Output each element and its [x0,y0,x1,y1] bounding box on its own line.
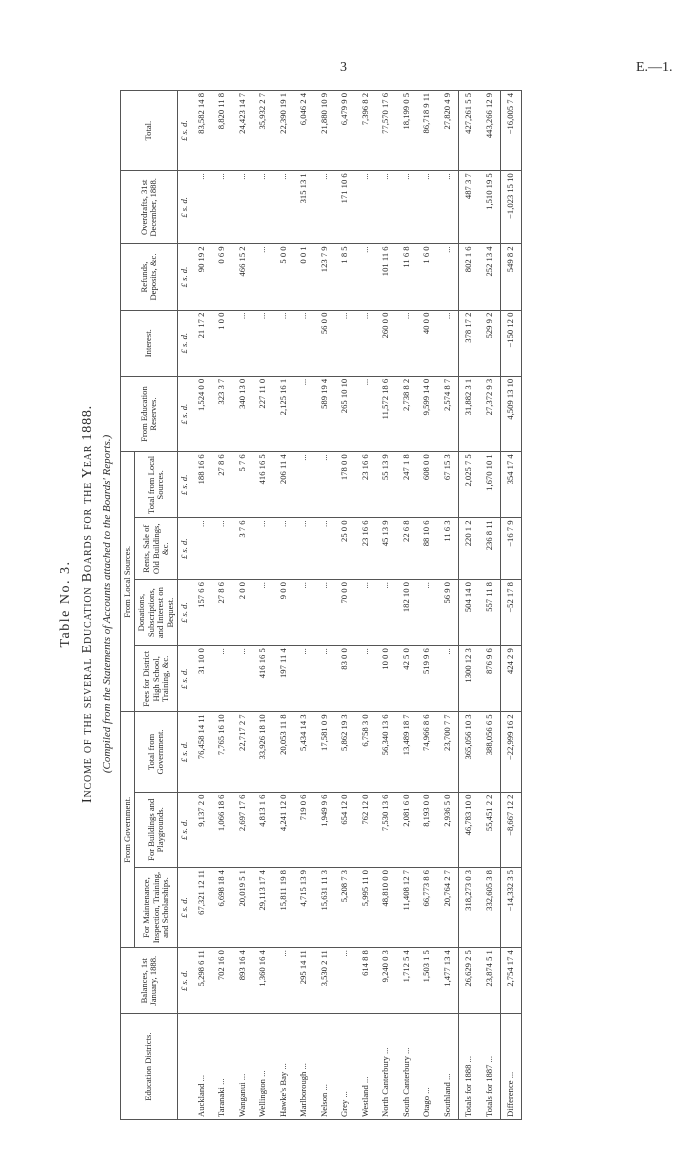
value-cell: 427,261 5 5 [458,91,479,171]
value-cell: 5,298 6 11 [191,948,212,1014]
table-row [314,91,335,1120]
value-cell: 762 12 0 [355,792,376,867]
value-cell: −14,332 3 5 [500,868,522,948]
value-cell: 1 0 0 [212,310,233,376]
income-table [120,90,522,1120]
value-cell: 20,053 11 8 [273,712,294,792]
table-row [335,91,356,1120]
units-cell [178,1014,192,1120]
value-cell: 206 11 4 [273,452,294,518]
header-fees: Fees for District High School, Training, &c. [135,646,178,712]
value-cell: ... [253,580,274,646]
totals-row [500,91,522,1120]
value-cell: −8,667 12 2 [500,792,522,867]
value-cell: 608 0 0 [417,452,438,518]
header-reserves: From Education Reserves. [121,376,178,451]
value-cell: 323 3 7 [212,376,233,451]
value-cell: ... [273,948,294,1014]
value-cell: ... [253,310,274,376]
value-cell: 1,670 10 1 [479,452,500,518]
district-name: Totals for 1888 ... [458,1014,479,1120]
table-row [191,91,212,1120]
value-cell: 25 0 0 [335,518,356,580]
header-buildings: For Buildings and Playgrounds. [135,792,178,867]
value-cell: 22,717 2 7 [232,712,253,792]
value-cell: 1,477 13 4 [437,948,458,1014]
value-cell: 227 11 0 [253,376,274,451]
value-cell: ... [376,580,397,646]
value-cell: 876 9 6 [479,646,500,712]
value-cell: 23,700 7 7 [437,712,458,792]
value-cell: ... [294,376,315,451]
value-cell: 719 0 6 [294,792,315,867]
value-cell: ... [294,310,315,376]
value-cell: 5,434 14 3 [294,712,315,792]
units-cell: £ s. d. [178,452,192,518]
value-cell: ... [314,518,335,580]
district-name: Difference ... [500,1014,522,1120]
value-cell: 29,113 17 4 [253,868,274,948]
value-cell: 7,396 8 2 [355,91,376,171]
value-cell: 5,208 7 3 [335,868,356,948]
header-total-local: Total from Local Sources. [135,452,178,518]
value-cell: 2 0 0 [232,580,253,646]
value-cell: 2,754 17 4 [500,948,522,1014]
value-cell: 654 12 0 [335,792,356,867]
value-cell: 0 0 1 [294,244,315,310]
value-cell: 1 6 0 [417,244,438,310]
value-cell: 424 2 9 [500,646,522,712]
document-reference: E.—1. [636,60,673,75]
value-cell: ... [355,646,376,712]
table-row [437,91,458,1120]
value-cell: 378 17 2 [458,310,479,376]
units-cell: £ s. d. [178,244,192,310]
value-cell: 1300 12 3 [458,646,479,712]
value-cell: ... [253,244,274,310]
value-cell: 1,360 16 4 [253,948,274,1014]
value-cell: 318,273 0 3 [458,868,479,948]
value-cell: 123 7 9 [314,244,335,310]
value-cell: 365,056 10 3 [458,712,479,792]
value-cell: ... [314,646,335,712]
value-cell: −16 7 9 [500,518,522,580]
value-cell: 2,697 17 6 [232,792,253,867]
value-cell: ... [191,518,212,580]
value-cell: 6,046 2 4 [294,91,315,171]
value-cell: 295 14 11 [294,948,315,1014]
value-cell: 101 11 6 [376,244,397,310]
value-cell: 67 15 3 [437,452,458,518]
value-cell: 236 8 11 [479,518,500,580]
value-cell: ... [294,518,315,580]
value-cell: ... [396,171,417,244]
value-cell: ... [273,171,294,244]
value-cell: 17,581 0 9 [314,712,335,792]
value-cell: ... [355,376,376,451]
table-row [294,91,315,1120]
value-cell: 11 6 3 [437,518,458,580]
value-cell: 6,698 18 4 [212,868,233,948]
value-cell: ... [294,646,315,712]
value-cell: ... [273,518,294,580]
value-cell: ... [355,580,376,646]
value-cell: 83 0 0 [335,646,356,712]
value-cell: ... [294,580,315,646]
header-district: Education Districts. [121,1014,178,1120]
value-cell: ... [437,310,458,376]
value-cell: 83,582 14 8 [191,91,212,171]
value-cell: ... [212,171,233,244]
value-cell: 24,423 14 7 [232,91,253,171]
value-cell: 31,882 3 1 [458,376,479,451]
value-cell: 74,966 8 6 [417,712,438,792]
value-cell: ... [417,580,438,646]
value-cell: 3 7 6 [232,518,253,580]
value-cell: 21 17 2 [191,310,212,376]
value-cell: 5,995 11 0 [355,868,376,948]
value-cell: 66,773 8 6 [417,868,438,948]
header-total-government: Total from Government. [135,712,178,792]
value-cell: 18,199 0 5 [396,91,417,171]
value-cell: 23 16 6 [355,452,376,518]
value-cell: 22,390 19 1 [273,91,294,171]
value-cell: 48,810 0 0 [376,868,397,948]
value-cell: ... [335,948,356,1014]
value-cell: 86,718 9 11 [417,91,438,171]
value-cell: 529 9 2 [479,310,500,376]
value-cell: ... [437,646,458,712]
value-cell: 2,738 8 2 [396,376,417,451]
table-row [253,91,274,1120]
value-cell: 220 1 2 [458,518,479,580]
value-cell: ... [314,452,335,518]
value-cell: 2,936 5 0 [437,792,458,867]
value-cell: ... [212,518,233,580]
value-cell: ... [232,171,253,244]
table-row [212,91,233,1120]
value-cell: ... [273,310,294,376]
value-cell: ... [437,244,458,310]
value-cell: 1,503 1 5 [417,948,438,1014]
value-cell: 252 13 4 [479,244,500,310]
value-cell: 519 9 6 [417,646,438,712]
value-cell: 2,025 7 5 [458,452,479,518]
value-cell: 15,631 11 3 [314,868,335,948]
value-cell: 77,570 17 6 [376,91,397,171]
table-row [355,91,376,1120]
value-cell: 182 10 0 [396,580,417,646]
value-cell: 340 13 0 [232,376,253,451]
value-cell: 802 1 6 [458,244,479,310]
district-name: Westland ... [355,1014,376,1120]
value-cell: ... [355,244,376,310]
header-refunds: Refunds, Deposits, &c. [121,244,178,310]
value-cell: 416 16 5 [253,452,274,518]
value-cell: ... [294,452,315,518]
totals-row [479,91,500,1120]
units-cell: £ s. d. [178,518,192,580]
value-cell: 8,193 0 0 [417,792,438,867]
value-cell: ... [212,646,233,712]
value-cell: 40 0 0 [417,310,438,376]
value-cell: ... [335,310,356,376]
district-name: Hawke's Bay ... [273,1014,294,1120]
district-name: Nelson ... [314,1014,335,1120]
value-cell: 33,926 18 10 [253,712,274,792]
header-balances: Balances, 1st January, 1888. [121,948,178,1014]
value-cell: 15,811 19 8 [273,868,294,948]
rotated-table-page [58,84,618,1124]
value-cell: 20,764 2 7 [437,868,458,948]
value-cell: 9,137 2 0 [191,792,212,867]
district-name: Auckland ... [191,1014,212,1120]
value-cell: 55 13 9 [376,452,397,518]
units-cell: £ s. d. [178,792,192,867]
value-cell: 487 3 7 [458,171,479,244]
district-name: Marlborough ... [294,1014,315,1120]
table-row [417,91,438,1120]
value-cell: 614 8 8 [355,948,376,1014]
value-cell: 2,081 6 0 [396,792,417,867]
value-cell: 26,629 2 5 [458,948,479,1014]
value-cell: 13,489 18 7 [396,712,417,792]
units-cell: £ s. d. [178,91,192,171]
value-cell: 1,510 19 5 [479,171,500,244]
value-cell: 55,451 2 2 [479,792,500,867]
value-cell: ... [253,518,274,580]
value-cell: 197 11 4 [273,646,294,712]
units-cell: £ s. d. [178,868,192,948]
value-cell: 56 9 0 [437,580,458,646]
district-name: North Canterbury ... [376,1014,397,1120]
value-cell: 21,880 10 9 [314,91,335,171]
value-cell: 4,715 13 9 [294,868,315,948]
value-cell: ... [232,310,253,376]
value-cell: 6,758 3 0 [355,712,376,792]
value-cell: 315 13 1 [294,171,315,244]
value-cell: 6,479 9 0 [335,91,356,171]
value-cell: 5,862 19 3 [335,712,356,792]
value-cell: 76,458 14 11 [191,712,212,792]
value-cell: 27,372 9 3 [479,376,500,451]
units-cell: £ s. d. [178,646,192,712]
units-cell: £ s. d. [178,712,192,792]
value-cell: −16,005 7 4 [500,91,522,171]
value-cell: 9 0 0 [273,580,294,646]
value-cell: 27 8 6 [212,452,233,518]
value-cell: 42 5 0 [396,646,417,712]
value-cell: 9,599 14 0 [417,376,438,451]
value-cell: 70 0 0 [335,580,356,646]
units-cell: £ s. d. [178,171,192,244]
district-name: South Canterbury ... [396,1014,417,1120]
value-cell: ... [355,310,376,376]
value-cell: 35,932 2 7 [253,91,274,171]
value-cell: 11,408 12 7 [396,868,417,948]
value-cell: 893 16 4 [232,948,253,1014]
value-cell: ... [314,171,335,244]
value-cell: ... [253,171,274,244]
value-cell: ... [376,171,397,244]
value-cell: 22 6 8 [396,518,417,580]
value-cell: 11 6 8 [396,244,417,310]
header-overdrafts: Overdrafts, 31st December, 1888. [121,171,178,244]
value-cell: 88 10 6 [417,518,438,580]
value-cell: 3,530 2 11 [314,948,335,1014]
value-cell: 1 8 5 [335,244,356,310]
value-cell: 388,056 6 5 [479,712,500,792]
table-title: Table No. 3. [58,560,73,648]
value-cell: 178 0 0 [335,452,356,518]
value-cell: 67,321 12 11 [191,868,212,948]
value-cell: ... [191,171,212,244]
header-group-local: From Local Sources. [121,452,135,712]
units-row [178,91,192,1120]
units-cell: £ s. d. [178,310,192,376]
value-cell: 7,530 13 6 [376,792,397,867]
district-name: Otago ... [417,1014,438,1120]
totals-row [458,91,479,1120]
district-name: Wellington ... [253,1014,274,1120]
value-cell: 504 14 0 [458,580,479,646]
district-name: Southland ... [437,1014,458,1120]
value-cell: 23 16 6 [355,518,376,580]
value-cell: 8,820 11 8 [212,91,233,171]
value-cell: 7,765 16 10 [212,712,233,792]
value-cell: 557 11 8 [479,580,500,646]
value-cell: 0 6 9 [212,244,233,310]
units-cell: £ s. d. [178,580,192,646]
value-cell: 90 19 2 [191,244,212,310]
value-cell: −22,999 16 2 [500,712,522,792]
value-cell: 354 17 4 [500,452,522,518]
value-cell: 2,125 16 1 [273,376,294,451]
value-cell: 45 13 9 [376,518,397,580]
value-cell: 247 1 8 [396,452,417,518]
value-cell: 416 16 5 [253,646,274,712]
value-cell: 332,605 3 8 [479,868,500,948]
table-row [232,91,253,1120]
value-cell: 5 0 0 [273,244,294,310]
table-subtitle: Income of the several Education Boards for the Year 1888. [80,405,95,803]
header-interest: Interest. [121,310,178,376]
value-cell: 4,241 12 0 [273,792,294,867]
value-cell: 9,240 0 3 [376,948,397,1014]
value-cell: 31 10 0 [191,646,212,712]
value-cell: 702 16 0 [212,948,233,1014]
header-rents: Rents, Sale of Old Buildings, &c. [135,518,178,580]
value-cell: ... [314,580,335,646]
value-cell: 20,019 5 1 [232,868,253,948]
table-row [273,91,294,1120]
value-cell: ... [396,310,417,376]
value-cell: 549 8 2 [500,244,522,310]
value-cell: ... [355,171,376,244]
value-cell: 589 19 4 [314,376,335,451]
value-cell: 23,874 5 1 [479,948,500,1014]
district-name: Grey ... [335,1014,356,1120]
units-cell: £ s. d. [178,376,192,451]
value-cell: 466 15 2 [232,244,253,310]
value-cell: 10 0 0 [376,646,397,712]
table-row [396,91,417,1120]
value-cell: 56,340 13 6 [376,712,397,792]
value-cell: −150 12 0 [500,310,522,376]
district-name: Totals for 1887 ... [479,1014,500,1120]
value-cell: 27 8 6 [212,580,233,646]
table-row [376,91,397,1120]
value-cell: 2,574 8 7 [437,376,458,451]
district-name: Wanganui ... [232,1014,253,1120]
header-group-government: From Government. [121,712,135,948]
table-body [178,91,522,1120]
value-cell: 4,509 13 10 [500,376,522,451]
value-cell: ... [232,646,253,712]
value-cell: 5 7 6 [232,452,253,518]
value-cell: 171 10 6 [335,171,356,244]
units-cell: £ s. d. [178,948,192,1014]
value-cell: 1,524 0 0 [191,376,212,451]
header-maintenance: For Maintenance, Inspection, Training, and Scholarships. [135,868,178,948]
value-cell: 188 16 6 [191,452,212,518]
value-cell: 56 0 0 [314,310,335,376]
value-cell: 260 0 0 [376,310,397,376]
value-cell: 4,813 1 6 [253,792,274,867]
value-cell: ... [437,171,458,244]
page-number: 3 [340,60,347,75]
value-cell: 265 10 10 [335,376,356,451]
value-cell: −52 17 8 [500,580,522,646]
district-name: Taranaki ... [212,1014,233,1120]
header-total: Total. [121,91,178,171]
value-cell: 46,783 10 0 [458,792,479,867]
value-cell: ... [417,171,438,244]
value-cell: 157 6 6 [191,580,212,646]
value-cell: 1,949 9 6 [314,792,335,867]
value-cell: 27,820 4 9 [437,91,458,171]
value-cell: −1,023 15 10 [500,171,522,244]
value-cell: 11,572 18 6 [376,376,397,451]
header-donations: Donations, Subscriptions, and Interest on Bequest. [135,580,178,646]
value-cell: 443,266 12 9 [479,91,500,171]
table-note: (Compiled from the Statements of Accounts attached to the Boards' Reports.) [101,434,113,774]
value-cell: 1,712 5 4 [396,948,417,1014]
value-cell: 1,066 18 6 [212,792,233,867]
